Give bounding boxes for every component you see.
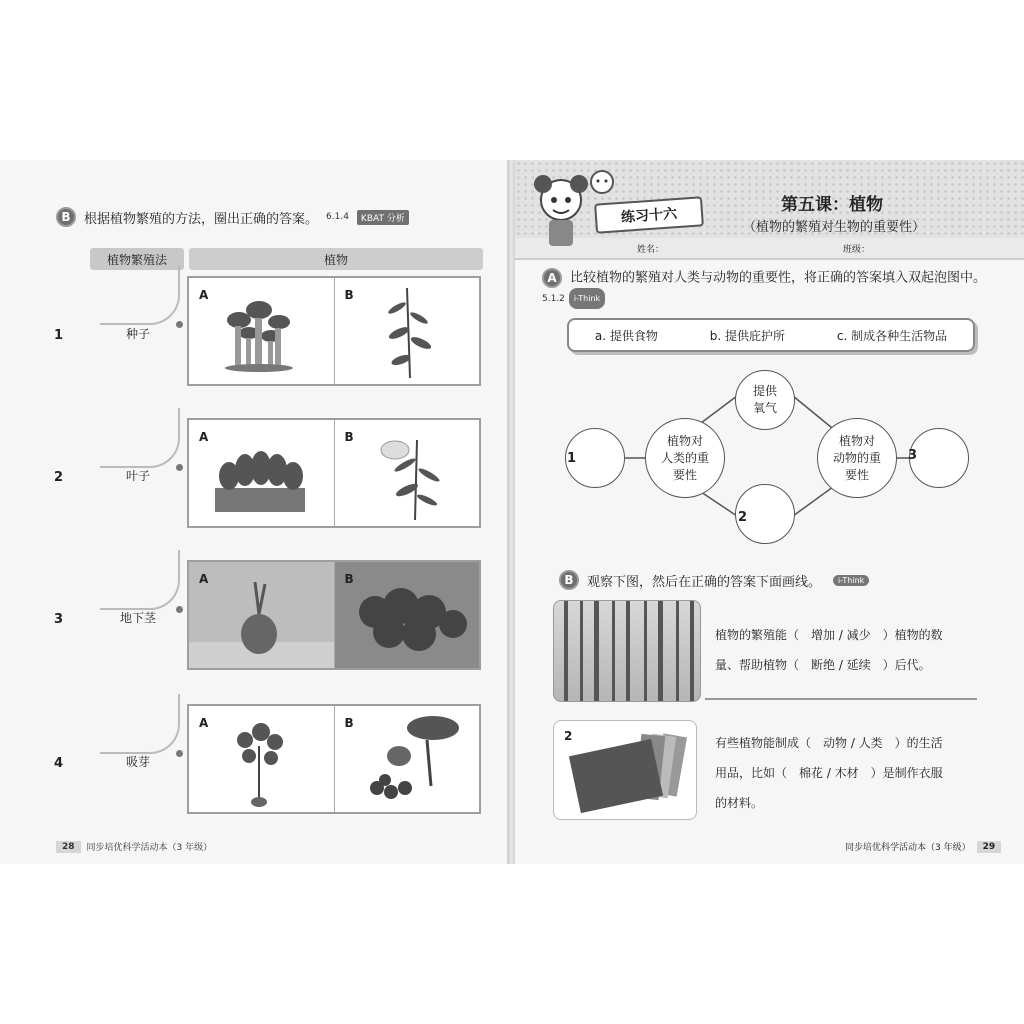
sprout-plant-image — [335, 278, 480, 384]
photo-number-2: 2 — [564, 729, 573, 743]
book-title: 同步培优科学活动本（3 年级） — [845, 843, 971, 853]
method-connector — [100, 550, 180, 610]
lesson-subtitle: （植物的繁殖对生物的重要性） — [743, 220, 926, 235]
section-badge: B — [56, 207, 76, 227]
scanned-spread — [0, 160, 1024, 864]
instruction-text: 根据植物繁殖的方法，圈出正确的答案。 — [84, 211, 319, 227]
option-b-3[interactable]: B — [335, 562, 480, 668]
statement-2-line-3: 的材料。 — [715, 796, 764, 810]
bubble-oxygen: 提供 氧气 — [735, 370, 795, 430]
shrub-image — [335, 562, 480, 668]
left-page — [0, 160, 508, 864]
succulent-pot-image — [189, 420, 334, 526]
option-b: b. 提供庇护所 — [709, 328, 785, 343]
method-connector — [100, 694, 180, 754]
flowering-plant-image — [335, 420, 480, 526]
method-connector — [100, 265, 180, 325]
option-b-2[interactable]: B — [335, 420, 480, 526]
bubble-answer-3[interactable] — [909, 428, 969, 488]
section-badge: A — [542, 268, 562, 288]
book-gutter — [508, 160, 515, 864]
plant-pair-4 — [187, 704, 481, 814]
plant-pair-2 — [187, 418, 481, 528]
divider — [705, 698, 977, 700]
bubble-number-1: 1 — [567, 451, 577, 466]
page-number: 28 — [56, 841, 81, 853]
ithink-pill: i-Think — [569, 288, 605, 309]
statement-1-line-2[interactable]: 量、帮助植物（ 断绝 / 延续 ）后代。 — [715, 658, 931, 672]
standard-code: 5.1.2 — [542, 294, 565, 304]
bubble-number-2: 2 — [738, 510, 748, 525]
option-a-2[interactable]: A — [189, 420, 335, 526]
name-label: 姓名： — [637, 245, 665, 255]
standard-code: 6.1.4 — [326, 212, 349, 222]
option-a: a. 提供食物 — [594, 328, 658, 343]
method-label-2: 叶子 — [125, 468, 150, 483]
right-page — [515, 160, 1024, 864]
section-badge: B — [559, 570, 579, 590]
option-a-4[interactable]: A — [189, 706, 335, 812]
option-b-1[interactable]: B — [335, 278, 480, 384]
bubble-number-3: 3 — [908, 448, 918, 463]
statement-2-line-1[interactable]: 有些植物能制成（ 动物 / 人类 ）的生活 — [715, 736, 943, 750]
bulb-image — [189, 562, 334, 668]
row-number-1: 1 — [54, 328, 64, 343]
folded-clothes-image — [554, 721, 697, 820]
bubble-animal-importance: 植物对 动物的重 要性 — [817, 418, 897, 498]
ithink-pill: i-Think — [833, 575, 869, 586]
method-connector — [100, 408, 180, 468]
header-plant: 植物 — [189, 248, 483, 270]
qb-text: 观察下图，然后在正确的答案下面画线。 — [587, 574, 822, 590]
plant-pair-1 — [187, 276, 481, 386]
statement-1 — [715, 620, 943, 680]
book-title: 同步培优科学活动本（3 年级） — [86, 843, 213, 853]
mushroom-image — [189, 278, 334, 384]
row-number-2: 2 — [54, 470, 64, 485]
small-tree-image — [189, 706, 334, 812]
option-b-4[interactable]: B — [335, 706, 480, 812]
qa-text: 比较植物的繁殖对人类与动物的重要性，将正确的答案填入双起泡图中。 — [570, 270, 987, 286]
page-number: 29 — [977, 841, 1002, 853]
statement-2-line-2[interactable]: 用品，比如（ 棉花 / 木材 ）是制作衣服 — [715, 766, 943, 780]
right-footer — [845, 840, 1001, 853]
row-number-4: 4 — [54, 756, 64, 771]
kbat-tag: KBAT 分析 — [357, 210, 409, 225]
banana-plant-image — [335, 706, 480, 812]
statement-1-line-1[interactable]: 植物的繁殖能（ 增加 / 减少 ）植物的数 — [715, 628, 943, 642]
plant-pair-3 — [187, 560, 481, 670]
statement-2 — [715, 728, 943, 818]
left-footer — [56, 840, 212, 853]
method-label-4: 吸芽 — [125, 754, 150, 769]
header-method: 植物繁殖法 — [90, 248, 184, 270]
section-b-instruction — [559, 570, 869, 590]
section-b-instruction — [56, 207, 409, 227]
option-a-3[interactable]: A — [189, 562, 335, 668]
lesson-title: 第五课：植物 — [781, 195, 883, 215]
method-label-3: 地下茎 — [119, 610, 156, 625]
row-number-3: 3 — [54, 612, 64, 627]
exercise-sign: 练习十六 — [594, 196, 704, 233]
option-a-1[interactable]: A — [189, 278, 335, 384]
bubble-human-importance: 植物对 人类的重 要性 — [645, 418, 725, 498]
clothes-photo — [553, 720, 697, 820]
method-label-1: 种子 — [125, 326, 150, 341]
option-c: c. 制成各种生活物品 — [836, 328, 948, 343]
class-label: 班级： — [843, 245, 871, 255]
forest-photo — [553, 600, 701, 702]
